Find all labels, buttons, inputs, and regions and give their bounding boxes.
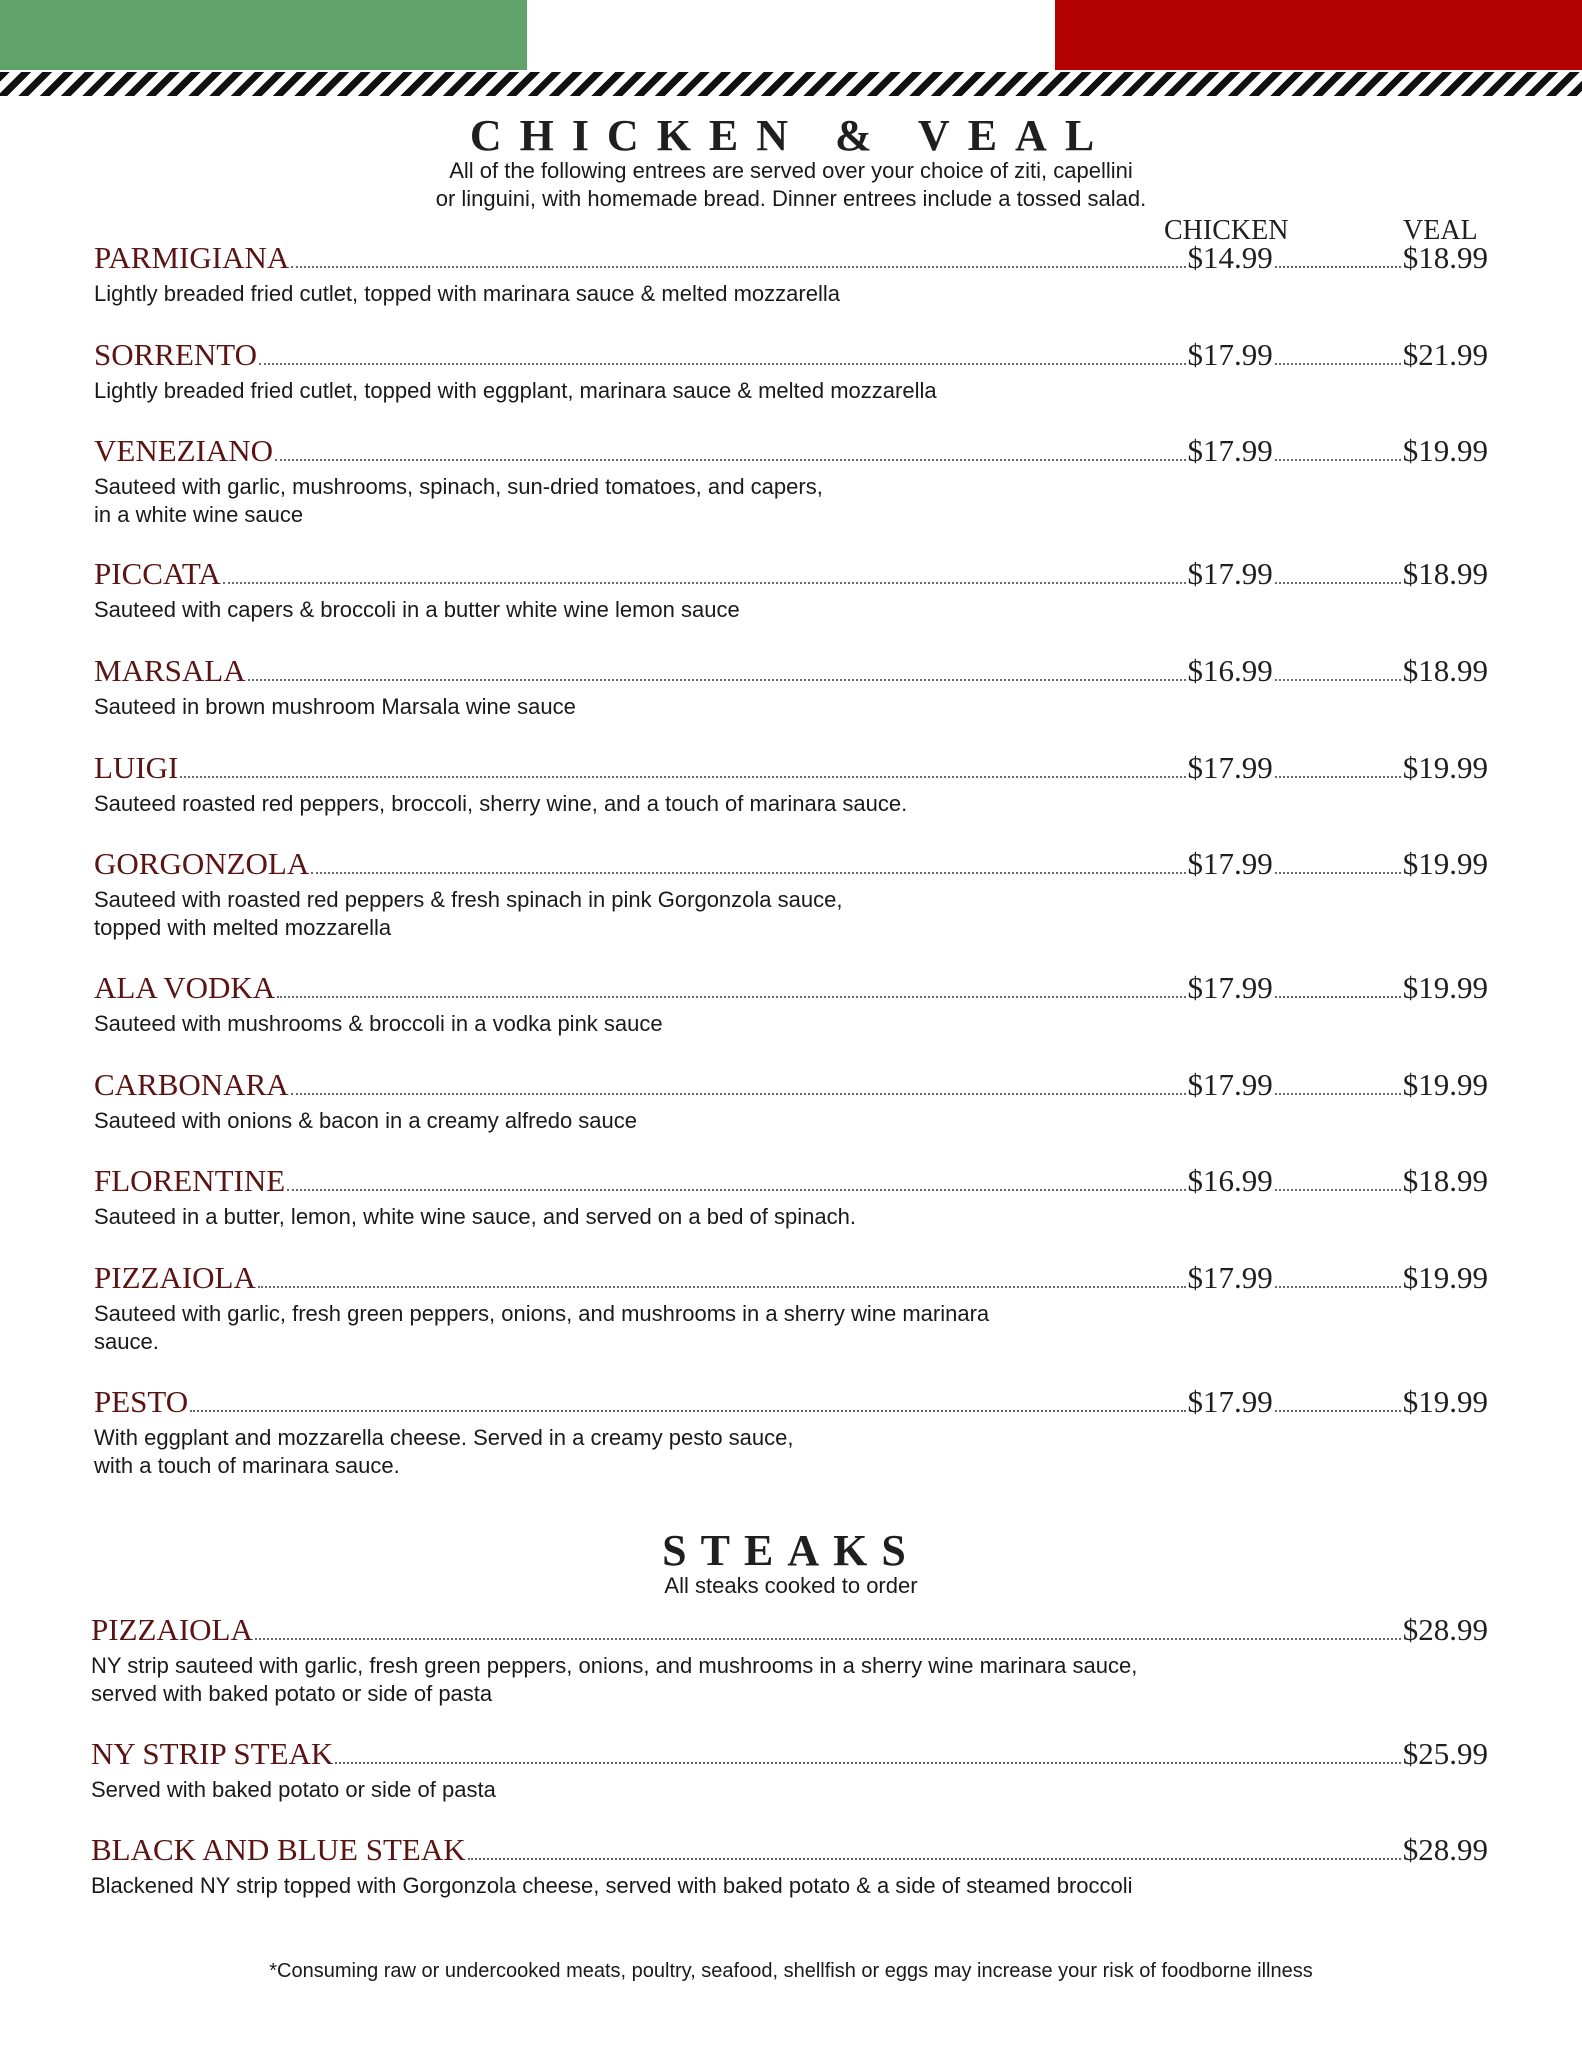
item-description: Sauteed with onions & bacon in a creamy alfredo sauce bbox=[94, 1108, 637, 1133]
dot-leader bbox=[468, 1858, 1401, 1860]
dot-leader bbox=[291, 1093, 1186, 1095]
dot-leader bbox=[190, 1410, 1185, 1412]
chicken-price: $17.99 bbox=[1187, 556, 1273, 591]
veal-price: $19.99 bbox=[1402, 970, 1488, 1005]
flag-white-band bbox=[527, 0, 1054, 70]
menu-item-line bbox=[94, 1384, 1488, 1424]
menu-item-line bbox=[94, 1067, 1488, 1107]
steak-item-line bbox=[91, 1832, 1488, 1872]
menu-item-line bbox=[94, 750, 1488, 790]
dot-leader bbox=[287, 1189, 1185, 1191]
menu-item-line bbox=[94, 337, 1488, 377]
menu-item bbox=[94, 846, 1488, 966]
veal-price: $19.99 bbox=[1402, 846, 1488, 881]
dot-leader bbox=[1275, 1093, 1401, 1095]
menu-item-line bbox=[94, 556, 1488, 596]
steak-price: $28.99 bbox=[1402, 1612, 1488, 1647]
dot-leader bbox=[180, 776, 1185, 778]
item-description: Lightly breaded fried cutlet, topped with marinara sauce & melted mozzarella bbox=[94, 281, 840, 306]
dot-leader bbox=[258, 1286, 1186, 1288]
menu-item-line bbox=[94, 433, 1488, 473]
item-name: PIZZAIOLA bbox=[94, 1260, 256, 1295]
dot-leader bbox=[248, 679, 1186, 681]
veal-price: $19.99 bbox=[1402, 1260, 1488, 1295]
dot-leader bbox=[259, 363, 1185, 365]
veal-price: $18.99 bbox=[1402, 1163, 1488, 1198]
menu-item bbox=[94, 433, 1488, 553]
foodborne-illness-disclaimer: *Consuming raw or undercooked meats, poultry, seafood, shellfish or eggs may increase your risk of foodborne illness bbox=[269, 1960, 1313, 1982]
steak-item-line bbox=[91, 1736, 1488, 1776]
flag-red-band bbox=[1055, 0, 1582, 70]
menu-item bbox=[94, 1384, 1488, 1504]
item-description: Sauteed in a butter, lemon, white wine sauce, and served on a bed of spinach. bbox=[94, 1204, 856, 1229]
item-description: Sauteed with capers & broccoli in a butter white wine lemon sauce bbox=[94, 597, 740, 622]
dot-leader bbox=[311, 872, 1185, 874]
steak-item bbox=[91, 1612, 1488, 1732]
steak-item-line bbox=[91, 1612, 1488, 1652]
dot-leader bbox=[1275, 582, 1401, 584]
dot-leader bbox=[1275, 1286, 1401, 1288]
dot-leader bbox=[1275, 459, 1401, 461]
menu-item bbox=[94, 1260, 1488, 1380]
chicken-veal-intro-line-2: or linguini, with homemade bread. Dinner entrees include a tossed salad. bbox=[435, 186, 1147, 211]
menu-item-line bbox=[94, 653, 1488, 693]
dot-leader bbox=[335, 1762, 1400, 1764]
menu-item-line bbox=[94, 1163, 1488, 1203]
menu-item-line bbox=[94, 846, 1488, 886]
dot-leader bbox=[255, 1638, 1401, 1640]
item-description-continued: in a white wine sauce bbox=[94, 502, 304, 527]
veal-price: $18.99 bbox=[1402, 653, 1488, 688]
dot-leader bbox=[275, 459, 1185, 461]
chicken-price: $17.99 bbox=[1187, 1067, 1273, 1102]
item-name: PIZZAIOLA bbox=[91, 1612, 253, 1647]
item-description: Sauteed with garlic, fresh green peppers, onions, and mushrooms in a sherry wine marinara bbox=[94, 1301, 990, 1326]
steaks-subtitle: All steaks cooked to order bbox=[664, 1573, 918, 1598]
veal-price: $21.99 bbox=[1402, 337, 1488, 372]
item-description-continued: topped with melted mozzarella bbox=[94, 915, 392, 940]
veal-price: $18.99 bbox=[1402, 556, 1488, 591]
item-description: Blackened NY strip topped with Gorgonzola cheese, served with baked potato & a side of steamed broccoli bbox=[91, 1873, 1133, 1898]
item-name: PICCATA bbox=[94, 556, 221, 591]
veal-price: $19.99 bbox=[1402, 750, 1488, 785]
item-name: SORRENTO bbox=[94, 337, 258, 372]
item-name: FLORENTINE bbox=[94, 1163, 286, 1198]
item-name: MARSALA bbox=[94, 653, 246, 688]
item-name: LUIGI bbox=[94, 750, 179, 785]
veal-price: $18.99 bbox=[1402, 240, 1488, 275]
item-description: Sauteed roasted red peppers, broccoli, sherry wine, and a touch of marinara sauce. bbox=[94, 791, 908, 816]
dot-leader bbox=[1275, 1189, 1401, 1191]
steak-price: $28.99 bbox=[1402, 1832, 1488, 1867]
veal-price: $19.99 bbox=[1402, 1067, 1488, 1102]
chicken-price: $17.99 bbox=[1187, 846, 1273, 881]
dot-leader bbox=[1275, 1410, 1401, 1412]
item-description: Served with baked potato or side of pasta bbox=[91, 1777, 496, 1802]
steaks-title: STEAKS bbox=[662, 1526, 920, 1575]
item-description-continued: with a touch of marinara sauce. bbox=[94, 1453, 400, 1478]
item-name: GORGONZOLA bbox=[94, 846, 310, 881]
column-header-chicken: CHICKEN bbox=[1164, 215, 1289, 246]
chicken-price: $14.99 bbox=[1187, 240, 1273, 275]
veal-price: $19.99 bbox=[1402, 1384, 1488, 1419]
dot-leader bbox=[291, 266, 1185, 268]
item-description: Sauteed with roasted red peppers & fresh spinach in pink Gorgonzola sauce, bbox=[94, 887, 843, 912]
item-description: Sauteed with garlic, mushrooms, spinach, sun-dried tomatoes, and capers, bbox=[94, 474, 823, 499]
item-description: Lightly breaded fried cutlet, topped with eggplant, marinara sauce & melted mozzarella bbox=[94, 378, 937, 403]
steak-price: $25.99 bbox=[1402, 1736, 1488, 1771]
item-name: ALA VODKA bbox=[94, 970, 276, 1005]
dot-leader bbox=[1275, 679, 1401, 681]
chicken-veal-intro-line-1: All of the following entrees are served over your choice of ziti, capellini bbox=[449, 158, 1133, 183]
dot-leader bbox=[1275, 266, 1401, 268]
item-description-continued: sauce. bbox=[94, 1329, 159, 1354]
chicken-price: $17.99 bbox=[1187, 1384, 1273, 1419]
menu-item-line bbox=[94, 970, 1488, 1010]
veal-price: $19.99 bbox=[1402, 433, 1488, 468]
italian-flag-banner bbox=[0, 0, 1582, 70]
item-name: NY STRIP STEAK bbox=[91, 1736, 334, 1771]
chicken-price: $17.99 bbox=[1187, 750, 1273, 785]
chicken-price: $17.99 bbox=[1187, 970, 1273, 1005]
item-description: NY strip sauteed with garlic, fresh green peppers, onions, and mushrooms in a sherry wine marinara sauce, bbox=[91, 1653, 1138, 1678]
chicken-price: $16.99 bbox=[1187, 1163, 1273, 1198]
steak-item bbox=[91, 1832, 1488, 1952]
dot-leader bbox=[1275, 776, 1401, 778]
menu-item-line bbox=[94, 240, 1488, 280]
dot-leader bbox=[223, 582, 1186, 584]
chicken-price: $17.99 bbox=[1187, 1260, 1273, 1295]
chicken-price: $16.99 bbox=[1187, 653, 1273, 688]
dot-leader bbox=[277, 996, 1185, 998]
item-name: PARMIGIANA bbox=[94, 240, 290, 275]
chicken-price: $17.99 bbox=[1187, 433, 1273, 468]
chicken-price: $17.99 bbox=[1187, 337, 1273, 372]
dot-leader bbox=[1275, 363, 1401, 365]
column-header-veal: VEAL bbox=[1403, 215, 1478, 246]
flag-green-band bbox=[0, 0, 527, 70]
item-name: CARBONARA bbox=[94, 1067, 289, 1102]
dot-leader bbox=[1275, 872, 1401, 874]
item-description: With eggplant and mozzarella cheese. Served in a creamy pesto sauce, bbox=[94, 1425, 794, 1450]
dot-leader bbox=[1275, 996, 1401, 998]
item-description: Sauteed in brown mushroom Marsala wine sauce bbox=[94, 694, 576, 719]
chicken-veal-title: CHICKEN & VEAL bbox=[469, 111, 1113, 160]
item-description-continued: served with baked potato or side of pasta bbox=[91, 1681, 493, 1706]
item-description: Sauteed with mushrooms & broccoli in a vodka pink sauce bbox=[94, 1011, 663, 1036]
item-name: VENEZIANO bbox=[94, 433, 274, 468]
striped-divider bbox=[0, 72, 1582, 96]
item-name: PESTO bbox=[94, 1384, 189, 1419]
menu-item-line bbox=[94, 1260, 1488, 1300]
item-name: BLACK AND BLUE STEAK bbox=[91, 1832, 466, 1867]
